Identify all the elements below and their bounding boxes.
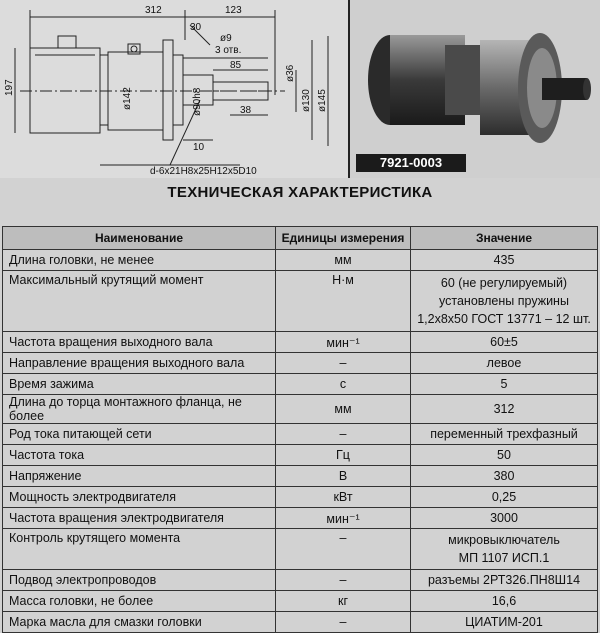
dim-phi36: ø36: [285, 64, 296, 82]
model-number-label: 7921-0003: [356, 154, 466, 172]
table-row: [3, 424, 598, 445]
dim-phi142: ø142: [122, 87, 133, 110]
row-value: 312: [411, 395, 598, 424]
row-unit: Н·м: [276, 271, 411, 332]
table-row: [3, 466, 598, 487]
header-name: Наименование: [3, 227, 276, 250]
row-unit: –: [276, 612, 411, 633]
row-unit: кВт: [276, 487, 411, 508]
table-row: [3, 612, 598, 633]
row-value: 16,6: [411, 591, 598, 612]
dim-38: 38: [240, 105, 252, 116]
header-unit: Единицы измерения: [276, 227, 411, 250]
row-name: Направление вращения выходного вала: [3, 353, 276, 374]
row-unit: мин⁻¹: [276, 332, 411, 353]
row-value: микровыключатель: [448, 533, 560, 547]
technical-drawing: [0, 0, 350, 178]
dim-197: 197: [4, 79, 15, 96]
row-value: 50: [411, 445, 598, 466]
row-unit: –: [276, 529, 411, 570]
table-row: [3, 487, 598, 508]
table-row: [3, 374, 598, 395]
table-row: [3, 591, 598, 612]
dim-312: 312: [145, 5, 162, 16]
row-name: Контроль крутящего момента: [3, 529, 276, 570]
product-photo-svg: [350, 0, 600, 178]
row-name: Марка масла для смазки головки: [3, 612, 276, 633]
dim-phi145: ø145: [317, 89, 328, 112]
dim-10: 10: [193, 142, 205, 153]
table-row: [3, 353, 598, 374]
table-row: [3, 250, 598, 271]
row-unit: –: [276, 353, 411, 374]
spline-note: d-6x21H8x25H12x5D10: [150, 166, 257, 177]
row-name: Время зажима: [3, 374, 276, 395]
row-value: 60 (не регулируемый): [440, 276, 568, 290]
row-value-line2: МП 1107 ИСП.1: [458, 551, 550, 565]
dim-123: 123: [225, 5, 242, 16]
row-name: Напряжение: [3, 466, 276, 487]
row-name: Масса головки, не более: [3, 591, 276, 612]
row-value-line2: установлены пружины: [439, 294, 569, 308]
dim-phi90: ø90h8: [192, 87, 203, 116]
row-unit: мм: [276, 250, 411, 271]
product-photo: [350, 0, 600, 178]
section-title: ТЕХНИЧЕСКАЯ ХАРАКТЕРИСТИКА: [167, 184, 433, 201]
row-name: Мощность электродвигателя: [3, 487, 276, 508]
row-unit: кг: [276, 591, 411, 612]
row-unit: Гц: [276, 445, 411, 466]
row-value: 60±5: [411, 332, 598, 353]
header-figures: [0, 0, 600, 178]
row-value-line3: 1,2х8х50 ГОСТ 13771 – 12 шт.: [417, 312, 591, 326]
row-value: 0,25: [411, 487, 598, 508]
row-name: Длина до торца монтажного фланца, не более: [3, 395, 276, 424]
row-name: Частота вращения электродвигателя: [3, 508, 276, 529]
table-row: [3, 529, 598, 570]
row-name: Длина головки, не менее: [3, 250, 276, 271]
row-name: Частота вращения выходного вала: [3, 332, 276, 353]
table-row: [3, 395, 598, 424]
row-value-cell: [411, 529, 598, 570]
row-name: Род тока питающей сети: [3, 424, 276, 445]
row-name: Частота тока: [3, 445, 276, 466]
dim-85: 85: [230, 60, 242, 71]
row-value: 5: [411, 374, 598, 395]
row-value: 435: [411, 250, 598, 271]
header-value: Значение: [411, 227, 598, 250]
row-value: переменный трехфазный: [411, 424, 598, 445]
table-row: [3, 332, 598, 353]
spec-table: [2, 226, 598, 633]
row-unit: мин⁻¹: [276, 508, 411, 529]
table-row: [3, 570, 598, 591]
row-unit: мм: [276, 395, 411, 424]
row-value: разъемы 2РТ326.ПН8Ш14: [411, 570, 598, 591]
row-value: 3000: [411, 508, 598, 529]
table-row: [3, 508, 598, 529]
row-value: ЦИАТИМ-201: [411, 612, 598, 633]
table-row: [3, 445, 598, 466]
row-unit: –: [276, 570, 411, 591]
table-header-row: [3, 227, 598, 250]
table-row: [3, 271, 598, 332]
row-value-cell: [411, 271, 598, 332]
dim-30: 30: [190, 22, 202, 33]
row-value: левое: [411, 353, 598, 374]
drawing-svg: [0, 0, 348, 178]
row-value: 380: [411, 466, 598, 487]
row-unit: В: [276, 466, 411, 487]
row-unit: с: [276, 374, 411, 395]
row-name: Максимальный крутящий момент: [3, 271, 276, 332]
dim-phi9: ø9: [220, 33, 232, 44]
row-unit: –: [276, 424, 411, 445]
row-name: Подвод электропроводов: [3, 570, 276, 591]
dim-phi130: ø130: [301, 89, 312, 112]
dim-holes: 3 отв.: [215, 45, 242, 56]
